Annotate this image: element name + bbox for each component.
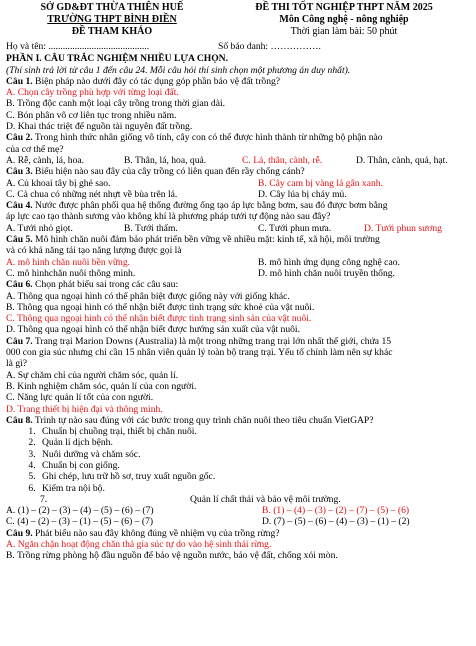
- option-d: D. (7) – (5) – (6) – (4) – (3) – (1) – (2): [262, 516, 410, 528]
- option-d: D. Thông qua ngoại hình có thể nhận biết được hướng sản xuất của vật nuôi.: [6, 324, 300, 336]
- name-line: Họ và tên: ..........................................: [6, 41, 150, 52]
- option-d: D. Tưới phun sương: [364, 222, 442, 234]
- question-number: Câu 8.: [6, 414, 33, 426]
- question-text-cont: là gì?: [6, 358, 28, 370]
- question-number: Câu 2.: [6, 132, 33, 144]
- option-d: D. mô hình chăn nuôi truyền thống.: [258, 267, 395, 279]
- exam-title: ĐỀ THI TỐT NGHIỆP THPT NĂM 2025: [255, 2, 433, 13]
- question-1: [6, 76, 470, 132]
- option-c: C. Thông qua ngoại hình có thể nhận biết được tình trạng sinh sản của vật nuôi.: [6, 313, 312, 325]
- option-b: B. (1) – (4) – (3) – (2) – (7) – (5) – (6): [262, 505, 410, 517]
- question-text: Nước được phân phối qua hệ thống đường ống tạo áp lực bằng bơm, sau đó được bơm bằng: [32, 200, 388, 212]
- list-item: 3. Nuôi dưỡng và chăm sóc.: [38, 449, 470, 460]
- question-number: Câu 9.: [6, 527, 33, 539]
- option-b: B. Trồng rừng phòng hộ đầu nguồn để bảo vệ nguồn nước, bảo vệ đất, chống xói mòn.: [6, 550, 338, 562]
- question-6: [6, 279, 470, 335]
- option-b: B. Kinh nghiệm chăm sóc, quản lí của con người.: [6, 380, 197, 392]
- question-text: Trình tự nào sau đúng với các bước trong quy trình chăn nuôi theo tiêu chuẩn VietGAP?: [32, 414, 374, 426]
- question-5: [6, 234, 470, 279]
- option-b: B. Cây cam bị vàng lá gân xanh.: [258, 177, 383, 189]
- option-d: D. Thân, cành, quả, hạt.: [356, 154, 448, 166]
- question-2: [6, 132, 470, 166]
- question-text-cont: áp lực cao tạo thành sương vào không khí là phương pháp tưới tự động nào sau đây?: [6, 211, 331, 223]
- option-a: A. Sự chăm chỉ của người chăm sóc, quản lí.: [6, 369, 179, 381]
- step-text: Quản lí chất thải và bảo vệ môi trường.: [190, 493, 341, 505]
- option-a: A. Tưới nhỏ giọt.: [6, 222, 73, 234]
- dept-name: SỞ GD&ĐT THỪA THIÊN HUẾ: [40, 2, 184, 13]
- option-a: A. mô hình chăn nuôi bền vững.: [6, 256, 131, 268]
- option-b: B. mô hình ứng dụng công nghệ cao.: [258, 256, 400, 268]
- question-3: [6, 166, 470, 200]
- exam-header: [6, 2, 470, 38]
- question-8: [6, 415, 470, 528]
- question-text: Phát biểu nào sau đây không đúng về nhiệm vụ của trồng rừng?: [32, 527, 280, 539]
- option-b: B. Trồng độc canh một loại cây trồng trong thời gian dài.: [6, 98, 226, 110]
- option-a: A. Rễ, cành, lá, hoa.: [6, 154, 85, 166]
- list-item: 1. Chuẩn bị chuồng trại, thiết bị chăn nuôi.: [38, 426, 470, 437]
- question-number: Câu 3.: [6, 166, 33, 178]
- list-item: 6. Kiểm tra nội bộ.: [38, 483, 470, 494]
- question-text: Biểu hiện nào sau đây của cây trồng có liên quan đến rầy chổng cánh?: [32, 166, 305, 178]
- step-list: [6, 426, 470, 494]
- question-9: [6, 528, 470, 562]
- step-number: 7.: [40, 493, 48, 505]
- question-4: [6, 200, 470, 234]
- question-number: Câu 7.: [6, 335, 33, 347]
- question-text: Chọn phát biểu sai trong các câu sau:: [32, 279, 179, 291]
- option-c: C. Năng lực quản lí tốt của con người.: [6, 392, 154, 404]
- option-b: B. Tưới thấm.: [124, 222, 178, 234]
- option-d: D. Trang thiết bị hiện đại và thông minh.: [6, 403, 163, 415]
- option-a: A. Thông qua ngoại hình có thể phân biệt được giống này với giống khác.: [6, 290, 290, 302]
- option-c: C. mô hìnhchăn nuôi thông minh.: [6, 267, 136, 279]
- option-c: C. Tưới phun mưa.: [258, 222, 332, 234]
- question-number: Câu 6.: [6, 279, 33, 291]
- list-item: 4. Chuẩn bị con giống.: [38, 460, 470, 471]
- section-title: PHẦN I. CÂU TRẮC NGHIỆM NHIỀU LỰA CHỌN.: [6, 53, 229, 65]
- question-text: Trong hình thức nhân giống vô tính, cây con có thể được hình thành từ những bộ phận nào: [32, 132, 383, 144]
- exam-time: Thời gian làm bài: 50 phút: [290, 26, 398, 37]
- list-item: 5. Ghi chép, lưu trữ hồ sơ, truy xuất nguồn gốc.: [38, 471, 470, 482]
- question-number: Câu 5.: [6, 234, 33, 246]
- option-a: A. Chọn cây trồng phù hợp với từng loại đất.: [6, 87, 179, 99]
- school-name: TRƯỜNG THPT BÌNH ĐIỀN: [47, 14, 177, 25]
- candidate-info: [6, 41, 470, 52]
- sbd-line: Số báo danh: …………….: [218, 41, 321, 52]
- question-text: Biện pháp nào dưới đây có tác dụng góp phần bảo vệ đất trồng?: [32, 75, 281, 87]
- option-c: C. (4) – (2) – (3) – (1) – (5) – (6) – (7): [6, 516, 154, 528]
- question-number: Câu 1.: [6, 75, 33, 87]
- option-a: A. Củ khoai tây bị ghẻ sao.: [6, 177, 111, 189]
- question-text-cont: 000 con gia súc nhưng chỉ cần 15 nhân viên quản lý toàn bộ trang trại. Yếu tố chính làm nên sự khác: [6, 347, 393, 359]
- question-text: Mô hình chăn nuôi đảm bảo phát triển bền vững về nhiều mặt: kinh tế, xã hội, môi trường: [32, 234, 380, 246]
- option-a: A. (1) – (2) – (3) – (4) – (5) – (6) – (7): [6, 505, 154, 517]
- question-7: [6, 336, 470, 415]
- exam-label: ĐỀ THAM KHẢO: [71, 26, 153, 37]
- option-c: C. Lá, thân, cành, rễ.: [242, 154, 323, 166]
- question-text-cont: và có khả năng tái tạo năng lượng được gọi là: [6, 245, 182, 257]
- option-b: B. Thân, lá, hoa, quả.: [124, 154, 207, 166]
- option-c: C. Bón phân vô cơ liên tục trong nhiều năm.: [6, 109, 177, 121]
- option-c: C. Cà chua có những nét nhựt về bùa trên lá.: [6, 188, 178, 200]
- option-a: A. Ngăn chặn hoạt động chăn thả gia súc tự do vào hệ sinh thái rừng.: [6, 539, 272, 551]
- list-item: [6, 494, 470, 505]
- list-item: 2. Quản lí dịch bệnh.: [38, 437, 470, 448]
- question-text-cont: của cơ thể mẹ?: [6, 143, 64, 155]
- subject: Môn Công nghệ - nông nghiệp: [279, 14, 409, 25]
- section-note: (Thí sinh trả lời từ câu 1 đến câu 24. Mỗi câu hỏi thí sinh chọn một phương án duy nhất).: [6, 64, 351, 76]
- option-d: D. Khai thác triệt để nguồn tài nguyên đất trồng.: [6, 121, 193, 133]
- question-number: Câu 4.: [6, 200, 33, 212]
- option-b: B. Thông qua ngoại hình có thể nhận biết được tình trạng sức khoẻ của vật nuôi.: [6, 301, 315, 313]
- question-text: Trang trại Marion Downs (Australia) là một trong những trang trại lớn nhất thế giới, chứa 15: [32, 335, 392, 347]
- option-d: D. Cây lúa bị cháy mủ.: [258, 188, 347, 200]
